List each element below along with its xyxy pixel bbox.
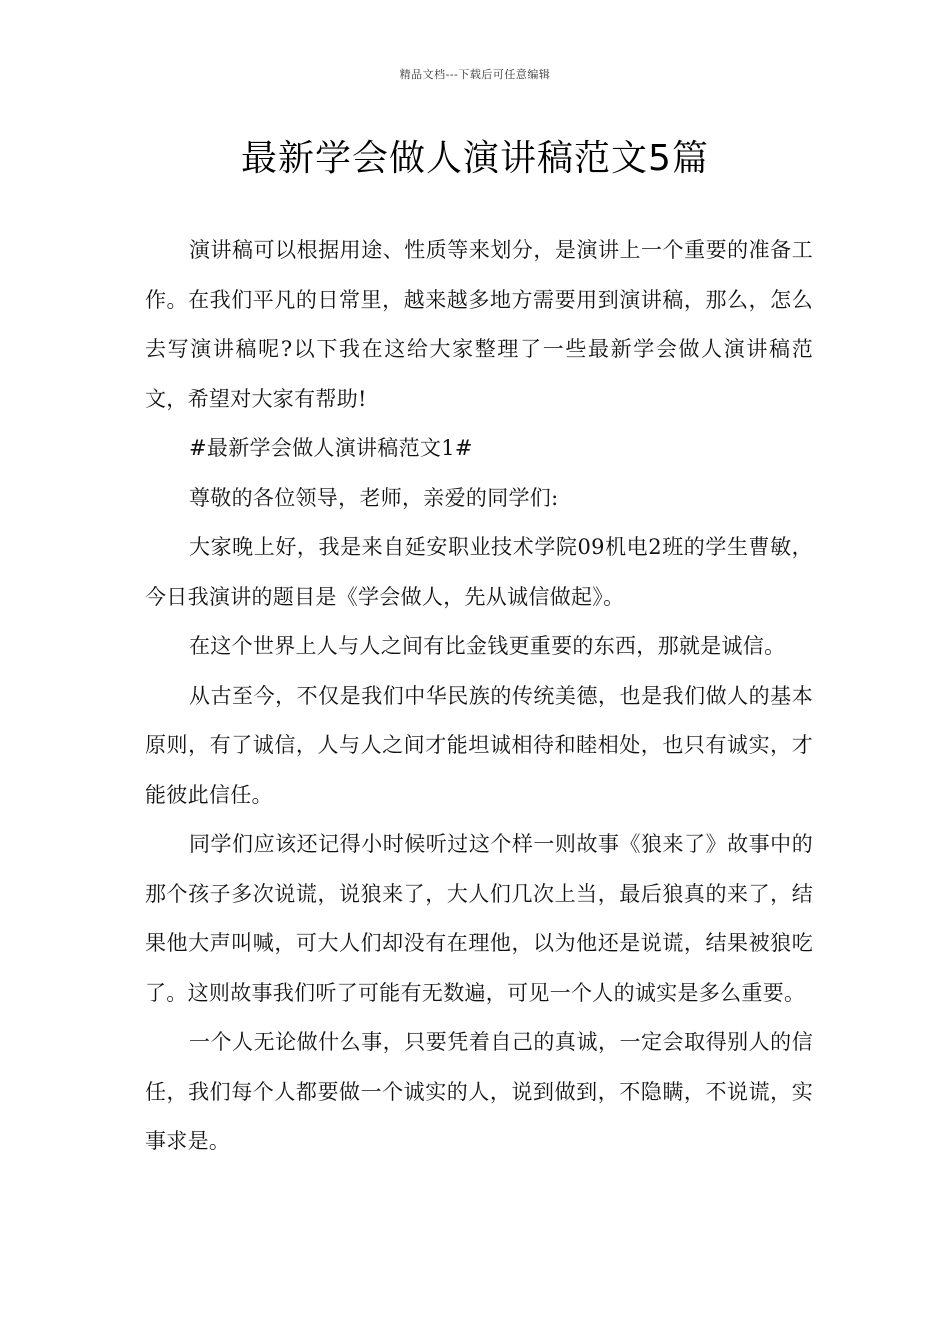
paragraph-section-heading: #最新学会做人演讲稿范文1#: [189, 436, 473, 460]
paragraph-salutation: 尊敬的各位领导，老师，亲爱的同学们:: [189, 485, 559, 510]
document-body: [145, 226, 813, 1167]
paragraph-greeting: 大家晚上好，我是来自延安职业技术学院09机电2班的学生曹敏，今日我演讲的题目是《学会做人，先从诚信做起》。: [145, 535, 813, 609]
paragraph-tradition: 从古至今，不仅是我们中华民族的传统美德，也是我们做人的基本原则，有了诚信，人与人之间才能坦诚相待和睦相处，也只有诚实，才能彼此信任。: [145, 683, 813, 807]
document-title: 最新学会做人演讲稿范文5篇: [241, 138, 709, 179]
paragraph-wolf-story: 同学们应该还记得小时候听过这个样一则故事《狼来了》故事中的那个孩子多次说谎，说狼来了，大人们几次上当，最后狼真的来了，结果他大声叫喊，可大人们却没有在理他，以为他还是说谎，结果被狼吃了。这则故事我们听了可能有无数遍，可见一个人的诚实是多么重要。: [145, 832, 813, 1005]
header-note: 精品文档---下载后可任意编辑: [399, 68, 551, 81]
paragraph-conclusion: 一个人无论做什么事，只要凭着自己的真诚，一定会取得别人的信任，我们每个人都要做一个诚实的人，说到做到，不隐瞒，不说谎，实事求是。: [145, 1030, 813, 1153]
paragraph-intro: 演讲稿可以根据用途、性质等来划分，是演讲上一个重要的准备工作。在我们平凡的日常里，越来越多地方需要用到演讲稿，那么，怎么去写演讲稿呢?以下我在这给大家整理了一些最新学会做人演讲稿范文，希望对大家有帮助!: [145, 238, 813, 411]
paragraph-honesty-statement: 在这个世界上人与人之间有比金钱更重要的东西，那就是诚信。: [189, 634, 786, 658]
